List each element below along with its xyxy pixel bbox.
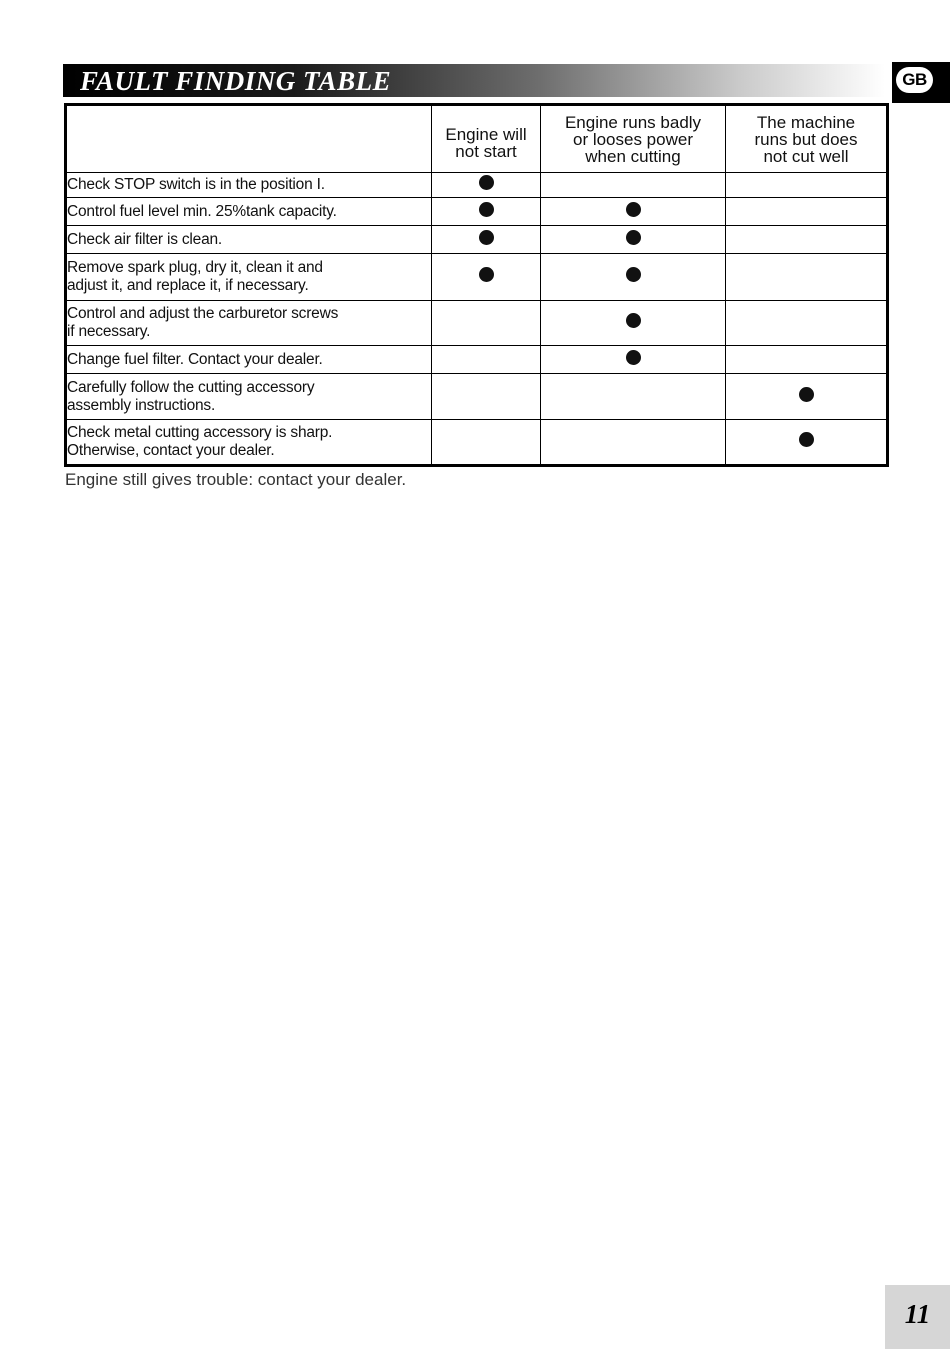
mark-cell-not-cut-well (726, 301, 888, 346)
bullet-dot-icon (479, 267, 494, 282)
table-row (66, 198, 888, 226)
mark-cell-not-cut-well (726, 173, 888, 198)
bullet-dot-icon (799, 387, 814, 402)
page-number-box (885, 1285, 950, 1349)
bullet-dot-icon (479, 230, 494, 245)
language-badge: GB (896, 67, 933, 93)
title-bar (63, 64, 885, 97)
mark-cell-not-cut-well (726, 420, 888, 466)
column-header-not-cut-well: The machine runs but does not cut well (726, 105, 888, 173)
bullet-dot-icon (626, 350, 641, 365)
mark-cell-runs-badly (541, 173, 726, 198)
mark-cell-runs-badly (541, 374, 726, 420)
header-row (66, 105, 888, 173)
cause-cell: Remove spark plug, dry it, clean it and adjust it, and replace it, if necessary. (66, 254, 432, 301)
mark-cell-not-cut-well (726, 374, 888, 420)
column-header-runs-badly: Engine runs badly or looses power when cutting (541, 105, 726, 173)
mark-cell-no-start (432, 254, 541, 301)
mark-cell-not-cut-well (726, 198, 888, 226)
page-title: FAULT FINDING TABLE (80, 66, 392, 96)
column-header-no-start: Engine will not start (432, 105, 541, 173)
cause-cell: Change fuel filter. Contact your dealer. (66, 346, 432, 374)
table-row (66, 374, 888, 420)
language-tab (892, 62, 950, 103)
mark-cell-runs-badly (541, 198, 726, 226)
bullet-dot-icon (799, 432, 814, 447)
cause-cell: Check metal cutting accessory is sharp. Otherwise, contact your dealer. (66, 420, 432, 466)
cause-cell: Carefully follow the cutting accessory assembly instructions. (66, 374, 432, 420)
table-row (66, 346, 888, 374)
mark-cell-runs-badly (541, 254, 726, 301)
table-row (66, 254, 888, 301)
mark-cell-runs-badly (541, 226, 726, 254)
cause-cell: Check STOP switch is in the position I. (66, 173, 432, 198)
table-row (66, 226, 888, 254)
mark-cell-no-start (432, 198, 541, 226)
mark-cell-no-start (432, 420, 541, 466)
table-row (66, 420, 888, 466)
mark-cell-no-start (432, 301, 541, 346)
bullet-dot-icon (479, 202, 494, 217)
mark-cell-no-start (432, 374, 541, 420)
bullet-dot-icon (479, 175, 494, 190)
bullet-dot-icon (626, 202, 641, 217)
mark-cell-runs-badly (541, 301, 726, 346)
fault-finding-table (64, 103, 889, 467)
cause-cell: Check air filter is clean. (66, 226, 432, 254)
mark-cell-runs-badly (541, 420, 726, 466)
mark-cell-runs-badly (541, 346, 726, 374)
table-row (66, 301, 888, 346)
bullet-dot-icon (626, 267, 641, 282)
header-cause-cell (66, 105, 432, 173)
mark-cell-no-start (432, 173, 541, 198)
mark-cell-no-start (432, 226, 541, 254)
mark-cell-not-cut-well (726, 226, 888, 254)
table-row (66, 173, 888, 198)
cause-cell: Control fuel level min. 25%tank capacity. (66, 198, 432, 226)
footer-note: Engine still gives trouble: contact your dealer. (65, 470, 407, 489)
cause-cell: Control and adjust the carburetor screws if necessary. (66, 301, 432, 346)
mark-cell-no-start (432, 346, 541, 374)
bullet-dot-icon (626, 313, 641, 328)
bullet-dot-icon (626, 230, 641, 245)
page-number: 11 (904, 1299, 931, 1329)
mark-cell-not-cut-well (726, 254, 888, 301)
mark-cell-not-cut-well (726, 346, 888, 374)
